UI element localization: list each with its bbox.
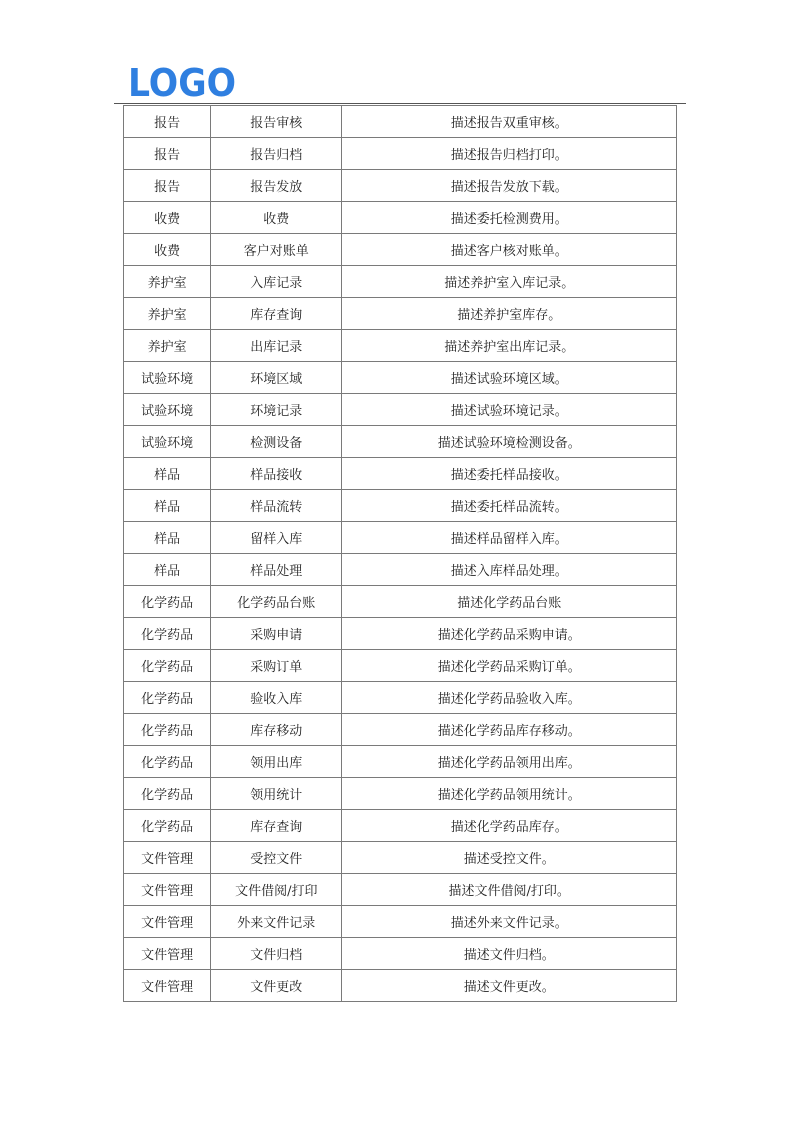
description-cell: 描述化学药品领用统计。 xyxy=(342,778,677,810)
description-cell: 描述委托样品流转。 xyxy=(342,490,677,522)
table-row xyxy=(124,138,677,170)
module-cell: 化学药品 xyxy=(124,810,211,842)
description-cell: 描述化学药品库存移动。 xyxy=(342,714,677,746)
function-cell: 库存查询 xyxy=(211,810,342,842)
description-cell: 描述化学药品验收入库。 xyxy=(342,682,677,714)
description-cell: 描述试验环境检测设备。 xyxy=(342,426,677,458)
table-row xyxy=(124,842,677,874)
description-cell: 描述委托检测费用。 xyxy=(342,202,677,234)
module-cell: 样品 xyxy=(124,554,211,586)
function-cell: 化学药品台账 xyxy=(211,586,342,618)
table-row xyxy=(124,714,677,746)
module-cell: 化学药品 xyxy=(124,618,211,650)
table-row xyxy=(124,266,677,298)
module-cell: 样品 xyxy=(124,522,211,554)
function-cell: 文件借阅/打印 xyxy=(211,874,342,906)
function-cell: 检测设备 xyxy=(211,426,342,458)
description-cell: 描述化学药品采购订单。 xyxy=(342,650,677,682)
table-row xyxy=(124,426,677,458)
table-row xyxy=(124,458,677,490)
function-cell: 库存移动 xyxy=(211,714,342,746)
module-cell: 文件管理 xyxy=(124,906,211,938)
function-cell: 出库记录 xyxy=(211,330,342,362)
table-row xyxy=(124,234,677,266)
function-cell: 收费 xyxy=(211,202,342,234)
description-cell: 描述养护室库存。 xyxy=(342,298,677,330)
table-row xyxy=(124,554,677,586)
function-cell: 验收入库 xyxy=(211,682,342,714)
module-cell: 试验环境 xyxy=(124,362,211,394)
description-cell: 描述养护室入库记录。 xyxy=(342,266,677,298)
function-cell: 文件更改 xyxy=(211,970,342,1002)
description-cell: 描述委托样品接收。 xyxy=(342,458,677,490)
module-cell: 报告 xyxy=(124,138,211,170)
description-cell: 描述客户核对账单。 xyxy=(342,234,677,266)
function-cell: 库存查询 xyxy=(211,298,342,330)
function-cell: 外来文件记录 xyxy=(211,906,342,938)
table-row xyxy=(124,906,677,938)
module-cell: 文件管理 xyxy=(124,842,211,874)
description-cell: 描述试验环境区域。 xyxy=(342,362,677,394)
table-row xyxy=(124,746,677,778)
function-cell: 报告发放 xyxy=(211,170,342,202)
function-cell: 采购申请 xyxy=(211,618,342,650)
feature-table xyxy=(123,105,677,1002)
module-cell: 化学药品 xyxy=(124,746,211,778)
description-cell: 描述报告发放下载。 xyxy=(342,170,677,202)
function-cell: 环境区域 xyxy=(211,362,342,394)
module-cell: 化学药品 xyxy=(124,714,211,746)
module-cell: 养护室 xyxy=(124,330,211,362)
module-cell: 化学药品 xyxy=(124,586,211,618)
module-cell: 文件管理 xyxy=(124,938,211,970)
function-cell: 留样入库 xyxy=(211,522,342,554)
function-cell: 领用出库 xyxy=(211,746,342,778)
description-cell: 描述外来文件记录。 xyxy=(342,906,677,938)
function-cell: 入库记录 xyxy=(211,266,342,298)
function-cell: 文件归档 xyxy=(211,938,342,970)
feature-table-body xyxy=(124,106,677,1002)
table-row xyxy=(124,394,677,426)
module-cell: 文件管理 xyxy=(124,874,211,906)
table-row xyxy=(124,810,677,842)
module-cell: 收费 xyxy=(124,234,211,266)
table-row xyxy=(124,106,677,138)
table-row xyxy=(124,362,677,394)
module-cell: 样品 xyxy=(124,490,211,522)
module-cell: 试验环境 xyxy=(124,394,211,426)
table-row xyxy=(124,618,677,650)
table-row xyxy=(124,202,677,234)
table-row xyxy=(124,970,677,1002)
module-cell: 养护室 xyxy=(124,266,211,298)
function-cell: 报告归档 xyxy=(211,138,342,170)
table-row xyxy=(124,938,677,970)
description-cell: 描述养护室出库记录。 xyxy=(342,330,677,362)
module-cell: 化学药品 xyxy=(124,650,211,682)
table-row xyxy=(124,778,677,810)
description-cell: 描述报告双重审核。 xyxy=(342,106,677,138)
description-cell: 描述化学药品台账 xyxy=(342,586,677,618)
module-cell: 化学药品 xyxy=(124,778,211,810)
table-row xyxy=(124,522,677,554)
description-cell: 描述文件归档。 xyxy=(342,938,677,970)
table-row xyxy=(124,874,677,906)
description-cell: 描述受控文件。 xyxy=(342,842,677,874)
table-row xyxy=(124,650,677,682)
module-cell: 化学药品 xyxy=(124,682,211,714)
function-cell: 受控文件 xyxy=(211,842,342,874)
module-cell: 样品 xyxy=(124,458,211,490)
function-cell: 样品处理 xyxy=(211,554,342,586)
description-cell: 描述文件更改。 xyxy=(342,970,677,1002)
table-row xyxy=(124,682,677,714)
function-cell: 客户对账单 xyxy=(211,234,342,266)
description-cell: 描述样品留样入库。 xyxy=(342,522,677,554)
table-row xyxy=(124,298,677,330)
module-cell: 文件管理 xyxy=(124,970,211,1002)
function-cell: 环境记录 xyxy=(211,394,342,426)
function-cell: 采购订单 xyxy=(211,650,342,682)
function-cell: 领用统计 xyxy=(211,778,342,810)
module-cell: 报告 xyxy=(124,106,211,138)
description-cell: 描述文件借阅/打印。 xyxy=(342,874,677,906)
description-cell: 描述化学药品采购申请。 xyxy=(342,618,677,650)
function-cell: 样品流转 xyxy=(211,490,342,522)
description-cell: 描述报告归档打印。 xyxy=(342,138,677,170)
module-cell: 试验环境 xyxy=(124,426,211,458)
description-cell: 描述化学药品库存。 xyxy=(342,810,677,842)
description-cell: 描述试验环境记录。 xyxy=(342,394,677,426)
description-cell: 描述入库样品处理。 xyxy=(342,554,677,586)
module-cell: 养护室 xyxy=(124,298,211,330)
function-cell: 报告审核 xyxy=(211,106,342,138)
table-row xyxy=(124,586,677,618)
logo xyxy=(128,64,238,100)
function-cell: 样品接收 xyxy=(211,458,342,490)
table-row xyxy=(124,170,677,202)
module-cell: 报告 xyxy=(124,170,211,202)
header-rule xyxy=(114,103,686,104)
description-cell: 描述化学药品领用出库。 xyxy=(342,746,677,778)
table-row xyxy=(124,490,677,522)
table-row xyxy=(124,330,677,362)
module-cell: 收费 xyxy=(124,202,211,234)
logo-text: LOGO xyxy=(128,64,236,100)
